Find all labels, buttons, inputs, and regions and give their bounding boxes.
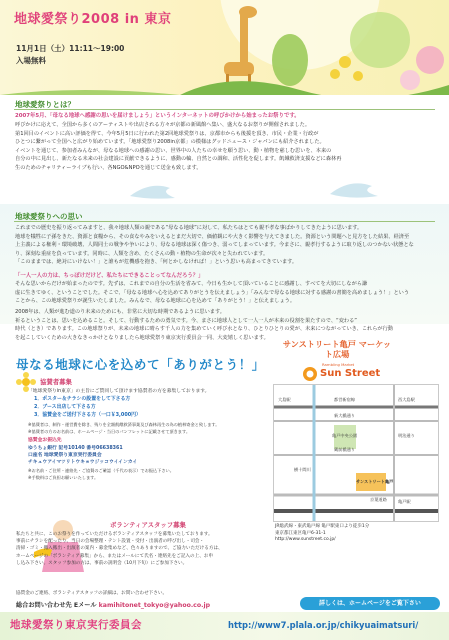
access-map	[273, 384, 439, 522]
bank-note: ※お名前・ご住所・連絡先・ご協賛のご確認（千代の表示）でお振込下さい。 ※手数料はご負担お願いいたします。	[28, 468, 174, 480]
sponsor-item-1: 1．ポスター＆チラシの設置をして下さる方	[34, 396, 131, 402]
volunteer-body: 私たちと共に、このお祭りを作っていただけるボランティアスタッフを募集いたしております。 事前にチラシを配ったり、当日の会場整理・テント設置・受付・出演者の呼び出し・司会・ 清掃・ゴミ・搬入搬出・出演者の案内・募金集めなど、色々ありますので、ご協力いただける方は、 ホームページの「ボランティア募集」から、またはメールにて氏名・連絡先をご記入の上、お申 し込み下さい。スタッフ参加の方は、事前の説明会（10月下旬）にご参加下さい。	[16, 532, 223, 566]
bank-line-1: ゆうちょ銀行 記号10140 番号06638361	[28, 446, 123, 451]
about-body: 呼びかけに応えて、全国から多くのアーティストや出店される方々が京都の新風館へ集い、盛大なるお祭りが開催されました。 第1回目のイベントに高い評価を得て、今年5月5日に行われた第2回地球愛祭りは、京都市からも後援を頂き、市民・企業・行政が ひとつに繋がって全国へと広がり始めています。「地球愛祭り2008in京都」の模様はグッドニュース・ジャパンにも紹介されました。 イベントを通じて、参加者みんなが、母なる地球への感謝の思い、世界中の人たちの幸せを願う思い、動・植物を慈しむ思いを、本来の 自分の中に見出し、新たなる未来の社会建設に貢献できるように、感動の輪、自然との調和、活性化を促します。飢餓救済支援などに森林再 生のためのチャリティーライブも行い、各NGO&NPOを通じて送金も致します。	[15, 122, 342, 171]
divider	[14, 221, 435, 222]
map-label: 亀戸中央公園	[332, 433, 358, 438]
event-date: 11月1日（土）11:11～19:00	[16, 44, 125, 53]
dove-illustration	[0, 176, 449, 206]
map-label: 都営新宿線	[334, 397, 355, 402]
map-label: 新大橋通り	[334, 413, 355, 418]
map-label: 西大島駅	[398, 397, 415, 402]
map-label: 亀戸駅	[398, 499, 411, 504]
venue-address: JR総武線・東武亀戸線 亀戸駅東口より徒歩1分 東京都江東区亀戸6-31-1 http://www.sunstreet.co.jp/	[275, 524, 370, 543]
map-label: 大島駅	[278, 397, 291, 402]
bank-heading: 協賛金お振込先	[28, 438, 62, 443]
thoughts-paragraph-3: 2008年は、人類が進む道のり未来のためにも、非常に大切な時期であるように思います。 祈るということは、思いを込めること。そして、行動するための勇気です。今、まさに地球人として一人一人が本来の役割を果たすので、“変わる” 時代（とき）であります。この地球祭りが、未来の地球に晴らす千人の力を集めていく呼び水となり、ひとりひとりの愛が、未来につながっていき、これらが行動 を起こしていくための大きなきっかけとなりましたら地球愛祭り東京実行委員会一同、大変嬉しく思います。	[15, 309, 393, 341]
venue-title: サンストリート亀戸 マーケット広場	[282, 339, 392, 359]
thoughts-heading: 地球愛祭りへの思い	[15, 212, 83, 221]
about-lead: 2007年5月、「母なる地球へ感謝の思いを届けましょう」というインターネットの呼びかけから始まったお祭りです。	[15, 113, 300, 119]
bank-line-3: チキュウアイマツリトウキョウジッコウイインカイ	[28, 460, 138, 465]
sun-logo-icon	[302, 366, 318, 382]
contact-label: 総合お問い合わせ先 Eメール	[16, 602, 97, 609]
sponsor-item-2: 2．ブース出店して下さる方	[34, 404, 96, 410]
sponsor-heading: 協賛者募集	[40, 378, 72, 386]
thoughts-quote: 「一人一人の力は、ちっぽけだけど、私たちにできることってなんだろう？」	[15, 273, 204, 279]
map-label: サンストリート亀戸	[356, 479, 394, 484]
contact-email[interactable]: kamihitonet_tokyo@yahoo.co.jp	[98, 602, 210, 609]
header-banner	[0, 0, 449, 95]
homepage-button[interactable]: 詳しくは、ホームページをご覧下さい	[300, 597, 440, 610]
page-title: 地球愛祭り2008 in 東京	[14, 12, 172, 27]
divider	[14, 109, 435, 110]
website-link[interactable]: http://www7.plala.or.jp/chikyuaimatsuri/	[228, 620, 419, 630]
bank-line-2: 口座名 地球愛祭り東京実行委員会	[28, 453, 102, 458]
map-label: 明治通り	[398, 433, 415, 438]
volunteer-heading: ボランティアスタッフ募集	[110, 521, 186, 529]
map-lines	[274, 385, 438, 521]
main-message: 母なる地球に心を込めて「ありがとう！」	[16, 357, 265, 372]
map-label: JR総武線	[278, 513, 295, 518]
admission-fee: 入場無料	[16, 56, 46, 65]
brand-small: Rambling Market	[322, 362, 355, 367]
sponsor-notes: ※協賛者は、制作・運営費を除き、残りを全額飢餓救済事業及び森林再生の為の植林寄金と致します。 ※協賛者の方のお名前は、ホームページ・当日のパンフレットに記載させて頂きます。	[28, 422, 220, 434]
sponsor-item-3: 3．協賛金をご送付下さる方（一口￥3,000円）	[34, 412, 141, 418]
brand-name: Sun Street	[320, 368, 381, 379]
map-label: 京葉道路	[370, 497, 387, 502]
contact-line	[16, 600, 210, 609]
map-label: 蔵前橋通り	[334, 447, 355, 452]
thoughts-paragraph-2: そんな思いからだけが始まったのです。先ずは、これまでの自分の生活を省みて、今日も生かして頂いていることに感謝し、すべてを大切にしながら謙 虚に生きてゆく、ということでした。そこで、「母なる地球へ心を込めてありがとうを伝えましょう」「みんなで母なる地球に対する感謝の書簡を高めましょう！」という ことから、この地球愛祭りが誕生いたしました。みんなで、母なる地球に心を込めて「ありがとう！」と伝えましょう。	[15, 281, 410, 305]
sponsor-intro: 「地球愛祭りin東京」の主旨にご賛同して頂けます協賛者の方を募集しております。	[28, 389, 210, 394]
organizer-name: 地球愛祭り東京実行委員会	[10, 619, 142, 631]
volunteer-note: 協賛金のご連絡、ボランティアスタッフの詳細は、お問い合わせ下さい。	[16, 591, 168, 596]
about-heading: 地球愛祭りとは？	[15, 100, 75, 109]
thoughts-paragraph-1: これまでの歴史を振り返ってみますと、我々地球人類の親である“母なる地球”に対して、私たちはとても親不孝な事ばかりしてきたように思います。 地球を犠牲に子孫をきた、資源と食糧から、その食なやみをいえるとまだ大切で、価値観にや大きく影響を与えてきました。資源という問題へと見方をした結果、経済至 上主義による権利・環境破壊、人間同士の戦争や争いにより、母なる地球は深く傷つき、弱ってしまっています。今まさに、親孝行するように取り返しのつかない状態とな り、深刻な重症を負っています。同時に、人類を含め、たくさんの動・植物の生命が次々と失われています。 「このままでは、絶対にいけない！」と誰もが危機感を抱き、「何とかしなければ！」という思いも高まってきています。	[15, 225, 414, 266]
map-label: 横十間川	[294, 467, 311, 472]
